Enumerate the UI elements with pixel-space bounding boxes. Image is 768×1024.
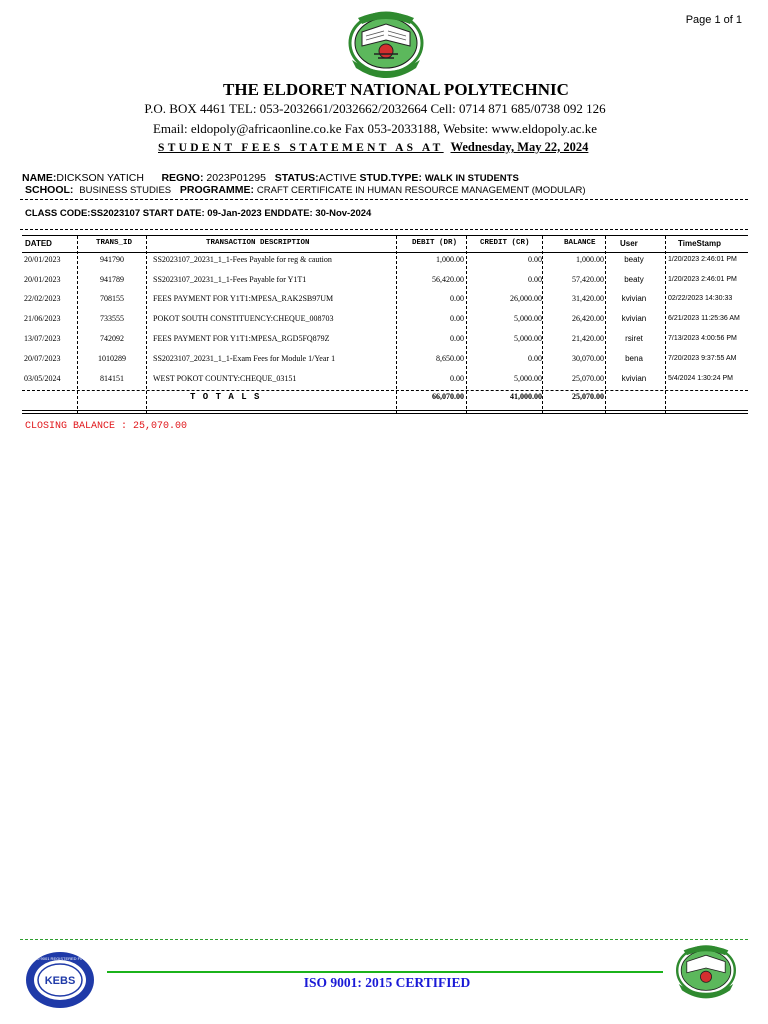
cell-description: SS2023107_20231_1_1-Exam Fees for Module 1/Year 1	[153, 354, 336, 363]
programme-label: PROGRAMME:	[179, 184, 254, 196]
totals-balance: 25,070.00	[572, 392, 604, 401]
cell-debit: 8,650.00	[436, 354, 464, 363]
header-dated: DATED	[25, 239, 52, 248]
cell-dated: 20/07/2023	[24, 354, 61, 363]
cell-description: WEST POKOT COUNTY:CHEQUE_03151	[153, 374, 297, 383]
cell-debit: 0.00	[450, 374, 464, 383]
cell-dated: 20/01/2023	[24, 255, 61, 264]
header-balance: BALANCE	[564, 239, 596, 247]
totals-credit: 41,000.00	[510, 392, 542, 401]
col-divider	[542, 236, 543, 414]
institution-name: THE ELDORET NATIONAL POLYTECHNIC	[223, 80, 569, 99]
cell-trans-id: 708155	[100, 294, 124, 303]
cell-debit: 1,000.00	[436, 255, 464, 264]
cell-timestamp: 6/21/2023 11:25:36 AM	[668, 315, 740, 322]
cell-balance: 26,420.00	[572, 314, 604, 323]
cell-debit: 0.00	[450, 314, 464, 323]
col-divider	[466, 236, 467, 414]
studtype-label: STUD.TYPE:	[359, 172, 422, 184]
cell-user: kvivian	[621, 374, 647, 383]
cell-user: beaty	[624, 275, 644, 284]
cell-user: kvivian	[621, 294, 647, 303]
cell-timestamp: 02/22/2023 14:30:33	[668, 295, 733, 302]
table-bottom-border-double	[22, 413, 748, 414]
cell-trans-id: 814151	[100, 374, 124, 383]
divider	[20, 229, 748, 230]
cell-user: beaty	[624, 255, 644, 264]
cell-credit: 5,000.00	[514, 314, 542, 323]
page-number: Page 1 of 1	[685, 14, 742, 26]
cell-user: rsiret	[625, 334, 643, 343]
cell-timestamp: 1/20/2023 2:46:01 PM	[668, 256, 737, 263]
cell-balance: 31,420.00	[572, 294, 604, 303]
cell-balance: 21,420.00	[572, 334, 604, 343]
student-regno: 2023P01295	[206, 172, 266, 184]
divider	[20, 199, 748, 200]
cell-timestamp: 7/20/2023 9:37:55 AM	[668, 355, 737, 362]
cell-trans-id: 1010289	[98, 354, 126, 363]
col-divider	[146, 236, 147, 414]
kebs-text: KEBS	[44, 975, 76, 987]
cell-dated: 22/02/2023	[24, 294, 61, 303]
statement-title	[158, 140, 588, 155]
header-user: User	[620, 239, 638, 248]
header-credit: CREDIT (CR)	[480, 239, 530, 247]
cell-timestamp: 7/13/2023 4:00:56 PM	[668, 335, 737, 342]
cell-credit: 5,000.00	[514, 374, 542, 383]
totals-debit: 66,070.00	[432, 392, 464, 401]
kebs-ring-text: ISO 9001 REGISTERED FIRM	[32, 956, 88, 961]
col-divider	[665, 236, 666, 414]
cell-credit: 5,000.00	[514, 334, 542, 343]
totals-label: T O T A L S	[190, 392, 261, 402]
cell-trans-id: 941789	[100, 275, 124, 284]
col-divider	[396, 236, 397, 414]
footer-rule	[107, 971, 663, 973]
student-name: DICKSON YATICH	[56, 172, 144, 184]
contact-line: Email: eldopoly@africaonline.co.ke Fax 053-2033188, Website: www.eldopoly.ac.ke	[152, 121, 598, 136]
cell-description: FEES PAYMENT FOR Y1T1:MPESA_RGD5FQ879Z	[153, 334, 330, 343]
cell-description: POKOT SOUTH CONSTITUENCY:CHEQUE_008703	[153, 314, 334, 323]
header-trans-id: TRANS_ID	[96, 239, 133, 247]
totals-top-border	[22, 390, 748, 391]
cell-balance: 30,070.00	[572, 354, 604, 363]
cell-trans-id: 941790	[100, 255, 124, 264]
header-bottom-border	[22, 252, 748, 253]
iso-certification: ISO 9001: 2015 CERTIFIED	[303, 975, 471, 990]
table-top-border	[22, 235, 748, 236]
statement-title-text: STUDENT FEES STATEMENT AS AT	[158, 142, 444, 154]
cell-balance: 25,070.00	[572, 374, 604, 383]
school-label: SCHOOL:	[25, 184, 74, 196]
cell-description: FEES PAYMENT FOR Y1T1:MPESA_RAK2SB97UM	[153, 294, 334, 303]
cell-debit: 0.00	[450, 294, 464, 303]
cell-credit: 26,000.00	[510, 294, 542, 303]
regno-label: REGNO:	[161, 172, 204, 184]
cell-credit: 0.00	[528, 354, 542, 363]
cell-dated: 03/05/2024	[24, 374, 61, 383]
cell-credit: 0.00	[528, 255, 542, 264]
cell-balance: 57,420.00	[572, 275, 604, 284]
footer-divider	[20, 939, 748, 940]
cell-trans-id: 742092	[100, 334, 124, 343]
cell-dated: 13/07/2023	[24, 334, 61, 343]
cell-timestamp: 1/20/2023 2:46:01 PM	[668, 276, 737, 283]
closing-balance: CLOSING BALANCE : 25,070.00	[25, 421, 188, 432]
student-school: BUSINESS STUDIES	[79, 185, 172, 196]
table-bottom-border	[22, 410, 748, 411]
cell-dated: 20/01/2023	[24, 275, 61, 284]
student-programme: CRAFT CERTIFICATE IN HUMAN RESOURCE MANAGEMENT (MODULAR)	[256, 185, 586, 196]
class-info: CLASS CODE:SS2023107 START DATE: 09-Jan-2023 ENDDATE: 30-Nov-2024	[25, 208, 372, 219]
polytechnic-crest-logo-footer	[669, 944, 743, 1000]
statement-date: Wednesday, May 22, 2024	[450, 140, 589, 154]
polytechnic-crest-logo	[344, 10, 428, 80]
cell-balance: 1,000.00	[576, 255, 604, 264]
student-type: WALK IN STUDENTS	[424, 173, 519, 184]
cell-user: bena	[625, 354, 643, 363]
cell-description: SS2023107_20231_1_1-Fees Payable for reg & caution	[153, 255, 332, 264]
name-label: NAME:	[22, 172, 57, 184]
address-line: P.O. BOX 4461 TEL: 053-2032661/2032662/2032664 Cell: 0714 871 685/0738 092 126	[144, 101, 606, 116]
cell-user: kvivian	[621, 314, 647, 323]
cell-description: SS2023107_20231_1_1-Fees Payable for Y1T1	[153, 275, 307, 284]
cell-dated: 21/06/2023	[24, 314, 61, 323]
student-info-row-1	[22, 172, 519, 184]
header-timestamp: TimeStamp	[678, 239, 721, 248]
col-divider	[605, 236, 606, 414]
cell-debit: 56,420.00	[432, 275, 464, 284]
student-info-row-2	[25, 184, 586, 196]
status-label: STATUS:	[274, 172, 319, 184]
cell-trans-id: 733555	[100, 314, 124, 323]
header-debit: DEBIT (DR)	[412, 239, 458, 247]
header-description: TRANSACTION DESCRIPTION	[206, 239, 310, 247]
cell-debit: 0.00	[450, 334, 464, 343]
cell-credit: 0.00	[528, 275, 542, 284]
cell-timestamp: 5/4/2024 1:30:24 PM	[668, 375, 733, 382]
student-status: ACTIVE	[318, 172, 357, 184]
